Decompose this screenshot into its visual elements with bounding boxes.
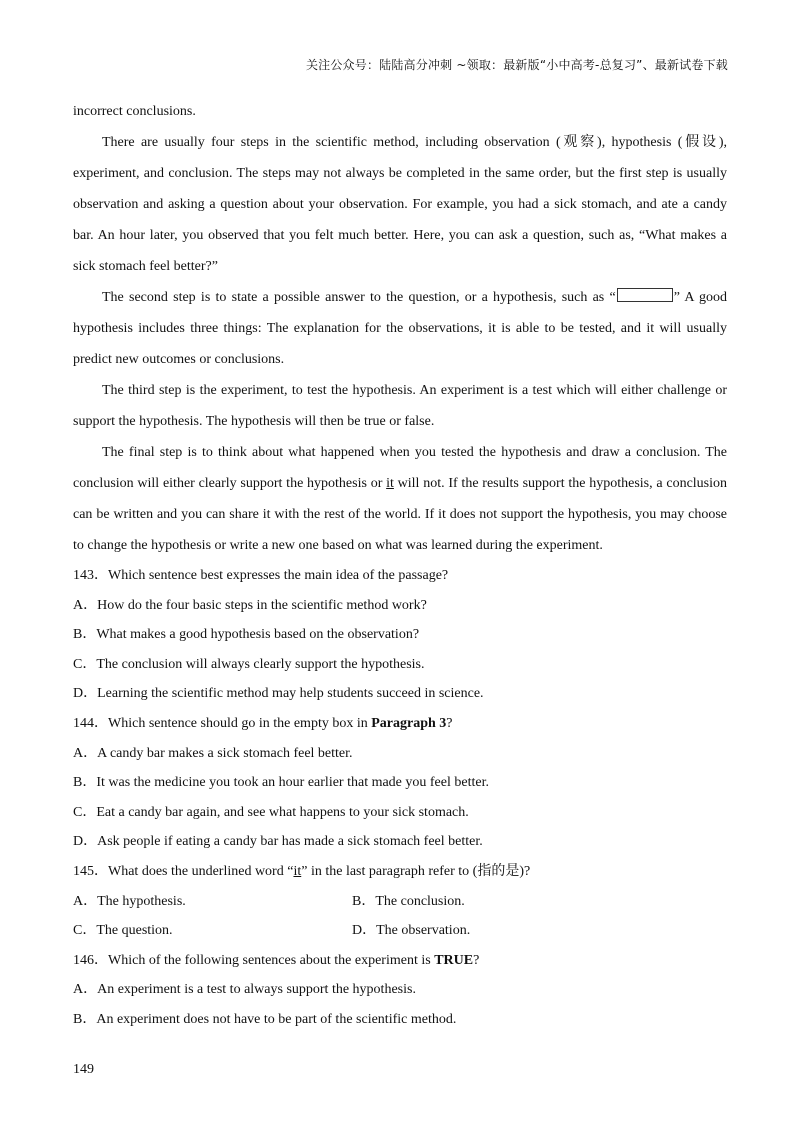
question-144-stem xyxy=(73,709,727,739)
question-146-option-a: A．An experiment is a test to always support the hypothesis. xyxy=(73,982,416,998)
question-145-stem-end: ” in the last paragraph refer to (指的是)? xyxy=(301,863,531,879)
question-146-option-b: B．An experiment does not have to be part of the scientific method. xyxy=(73,1011,457,1027)
question-145-stem xyxy=(73,857,727,887)
question-143-option-c: C．The conclusion will always clearly support the hypothesis. xyxy=(73,656,425,672)
question-143-option-b: B．What makes a good hypothesis based on the observation? xyxy=(73,627,420,643)
paragraph-4-text-after: will not. If the results support the hypothesis, a conclusion can be written and you can share it with the rest of the world. If it does not support the hypothesis, you may choose to change the hypothesis or write a new one based on what was learned during the experiment. xyxy=(73,476,728,553)
passage-paragraph-0: incorrect conclusions. xyxy=(73,104,196,119)
paragraph-2-text-before: The second step is to state a possible answer to the question, or a hypothesis, such as “ xyxy=(102,290,616,305)
question-144-stem-text: 144．Which sentence should go in the empty box in xyxy=(73,715,372,731)
paragraph-4-text-before: The final step is to think about what happened when you tested the hypothesis and draw a conclusion. The conclusion will either clearly support the hypothesis or xyxy=(73,445,727,491)
question-146-stem-text: 146．Which of the following sentences about the experiment is xyxy=(73,952,435,968)
question-143-option-a: A．How do the four basic steps in the scientific method work? xyxy=(73,597,427,613)
question-146-stem xyxy=(73,946,727,976)
question-145-option-b: B．The conclusion. xyxy=(352,893,465,909)
question-145-options-row-1 xyxy=(73,887,727,917)
question-144-option-d: D．Ask people if eating a candy bar has made a sick stomach feel better. xyxy=(73,834,483,850)
question-146-stem-end: ? xyxy=(473,952,480,968)
underlined-word-it: it xyxy=(386,476,394,491)
empty-answer-box xyxy=(617,288,673,302)
question-143-stem: 143．Which sentence best expresses the main idea of the passage? xyxy=(73,568,449,583)
passage-paragraph-1: There are usually four steps in the scientific method, including observation (观察), hypothesis (假设), experiment, and conclusion. The steps may not always be completed in the same order, but the first step is usually observation and asking a question about your observation. For example, you had a sick stomach, and ate a candy bar. An hour later, you observed that you felt much better. Here, you can ask a question, such as, “What makes a sick stomach feel better?” xyxy=(73,135,727,274)
passage-paragraph-2 xyxy=(73,282,727,375)
question-146-stem-bold: TRUE xyxy=(434,952,474,968)
question-144-stem-end: ? xyxy=(446,715,453,731)
question-145-options-row-2 xyxy=(73,916,727,946)
question-144-option-a: A．A candy bar makes a sick stomach feel better. xyxy=(73,745,353,761)
page-number: 149 xyxy=(73,1062,94,1077)
question-143-option-d: D．Learning the scientific method may help students succeed in science. xyxy=(73,686,484,702)
paragraph-2-text-after: ” A good hypothesis includes three things: The explanation for the observations, it is able to be tested, and it will usually predict new outcomes or conclusions. xyxy=(73,290,727,367)
passage-paragraph-3: The third step is the experiment, to test the hypothesis. An experiment is a test which will either challenge or support the hypothesis. The hypothesis will then be true or false. xyxy=(73,383,727,429)
question-145-option-a: A．The hypothesis. xyxy=(73,893,186,909)
page-header: 关注公众号：陆陆高分冲刺 ~领取：最新版“小中高考-总复习”、最新试卷下载 xyxy=(305,58,728,72)
question-145-stem-text: 145．What does the underlined word “ xyxy=(73,863,294,879)
question-144-option-b: B．It was the medicine you took an hour earlier that made you feel better. xyxy=(73,775,489,791)
passage-paragraph-4 xyxy=(73,437,727,561)
question-145-option-d: D．The observation. xyxy=(352,923,471,939)
question-144-option-c: C．Eat a candy bar again, and see what happens to your sick stomach. xyxy=(73,804,469,820)
question-144-stem-bold: Paragraph 3 xyxy=(371,715,447,731)
page-content xyxy=(73,96,727,1035)
question-145-underlined-it: it xyxy=(293,863,302,879)
question-145-option-c: C．The question. xyxy=(73,923,173,939)
